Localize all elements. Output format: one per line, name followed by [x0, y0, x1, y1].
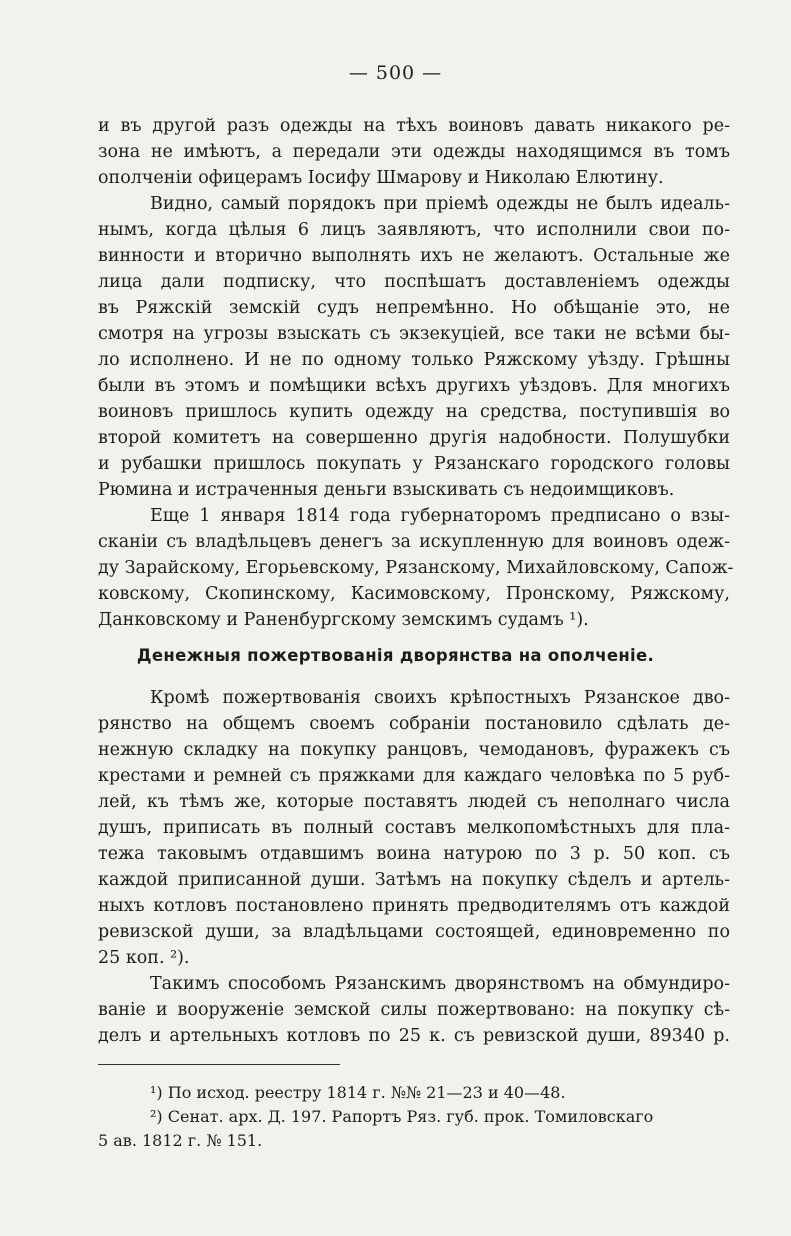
text-line: Еще 1 января 1814 года губернаторомъ предписано о взы- [150, 506, 730, 526]
text-line: ваніе и вооруженіе земской силы пожертвовано: на покупку сѣ- [98, 1000, 730, 1020]
section-heading: Денежныя пожертвованія дворянства на ополченіе. [136, 646, 655, 665]
text-line: 25 коп. ²). [98, 948, 190, 968]
text-line: ополченіи офицерамъ Іосифу Шмарову и Николаю Елютину. [98, 168, 664, 188]
text-line: ревизской души, за владѣльцами состоящей, единовременно по [98, 922, 730, 942]
text-line: Кромѣ пожертвованія своихъ крѣпостныхъ Рязанское дво- [150, 688, 730, 708]
page-number: — 500 — [348, 62, 443, 84]
text-line: ковскому, Скопинскому, Касимовскому, Пронскому, Ряжскому, [98, 584, 730, 604]
text-line: каждой приписанной души. Затѣмъ на покупку сѣделъ и артель- [98, 870, 730, 890]
text-line: ду Зарайскому, Егорьевскому, Рязанскому, Михайловскому, Сапож- [98, 558, 734, 578]
text-line: смотря на угрозы взыскать съ экзекуціей, все таки не всѣми бы- [98, 324, 730, 344]
text-line: второй комитетъ на совершенно другія надобности. Полушубки [98, 428, 730, 448]
text-line: нежную складку на покупку ранцовъ, чемодановъ, фуражекъ съ [98, 740, 730, 760]
text-line: тежа таковымъ отдавшимъ воина натурою по 3 р. 50 коп. съ [98, 844, 730, 864]
text-line: винности и вторично выполнять ихъ не желаютъ. Остальные же [98, 246, 730, 266]
text-line: нымъ, когда цѣлыя 6 лицъ заявляютъ, что исполнили свои по- [98, 220, 730, 240]
text-line: Рюмина и истраченныя деньги взыскивать съ недоимщиковъ. [98, 480, 675, 500]
text-line: и рубашки пришлось покупать у Рязанскаго городского головы [98, 454, 730, 474]
text-line: воиновъ пришлось купить одежду на средства, поступившія во [98, 402, 730, 422]
text-line: ныхъ котловъ постановлено принять предводителямъ отъ каждой [98, 896, 730, 916]
text-line: душъ, приписать въ полный составъ мелкопомѣстныхъ для пла- [98, 818, 730, 838]
text-line: Видно, самый порядокъ при пріемѣ одежды не былъ идеаль- [150, 194, 730, 214]
text-line: Такимъ способомъ Рязанскимъ дворянствомъ на обмундиро- [150, 974, 730, 994]
text-line: ло исполнено. И не по одному только Ряжскому уѣзду. Грѣшны [98, 350, 730, 370]
footnote: 5 ав. 1812 г. № 151. [98, 1131, 263, 1150]
text-line: были въ этомъ и помѣщики всѣхъ другихъ уѣздовъ. Для многихъ [98, 376, 730, 396]
text-line: рянство на общемъ своемъ собраніи постановило сдѣлать де- [98, 714, 730, 734]
text-line: сканіи съ владѣльцевъ денегъ за искупленную для воиновъ одеж- [98, 532, 730, 552]
text-line: делъ и артельныхъ котловъ по 25 к. съ ревизской души, 89340 р. [98, 1026, 730, 1046]
footnote-divider [98, 1064, 340, 1065]
text-line: лица дали подписку, что поспѣшатъ доставленіемъ одежды [98, 272, 730, 292]
footnote: ²) Сенат. арх. Д. 197. Рапортъ Ряз. губ. прок. Томиловскаго [150, 1107, 654, 1126]
text-line: зона не имѣютъ, а передали эти одежды находящимся въ томъ [98, 142, 730, 162]
text-line: лей, къ тѣмъ же, которые поставятъ людей съ неполнаго числа [98, 792, 730, 812]
text-line: и въ другой разъ одежды на тѣхъ воиновъ давать никакого ре- [98, 116, 730, 136]
footnote: ¹) По исход. реестру 1814 г. №№ 21—23 и 40—48. [150, 1083, 566, 1102]
text-line: крестами и ремней съ пряжками для каждаго человѣка по 5 руб- [98, 766, 730, 786]
text-line: Данковскому и Раненбургскому земскимъ судамъ ¹). [98, 610, 589, 630]
text-line: въ Ряжскій земскій судъ непремѣнно. Но обѣщаніе это, не [98, 298, 730, 318]
